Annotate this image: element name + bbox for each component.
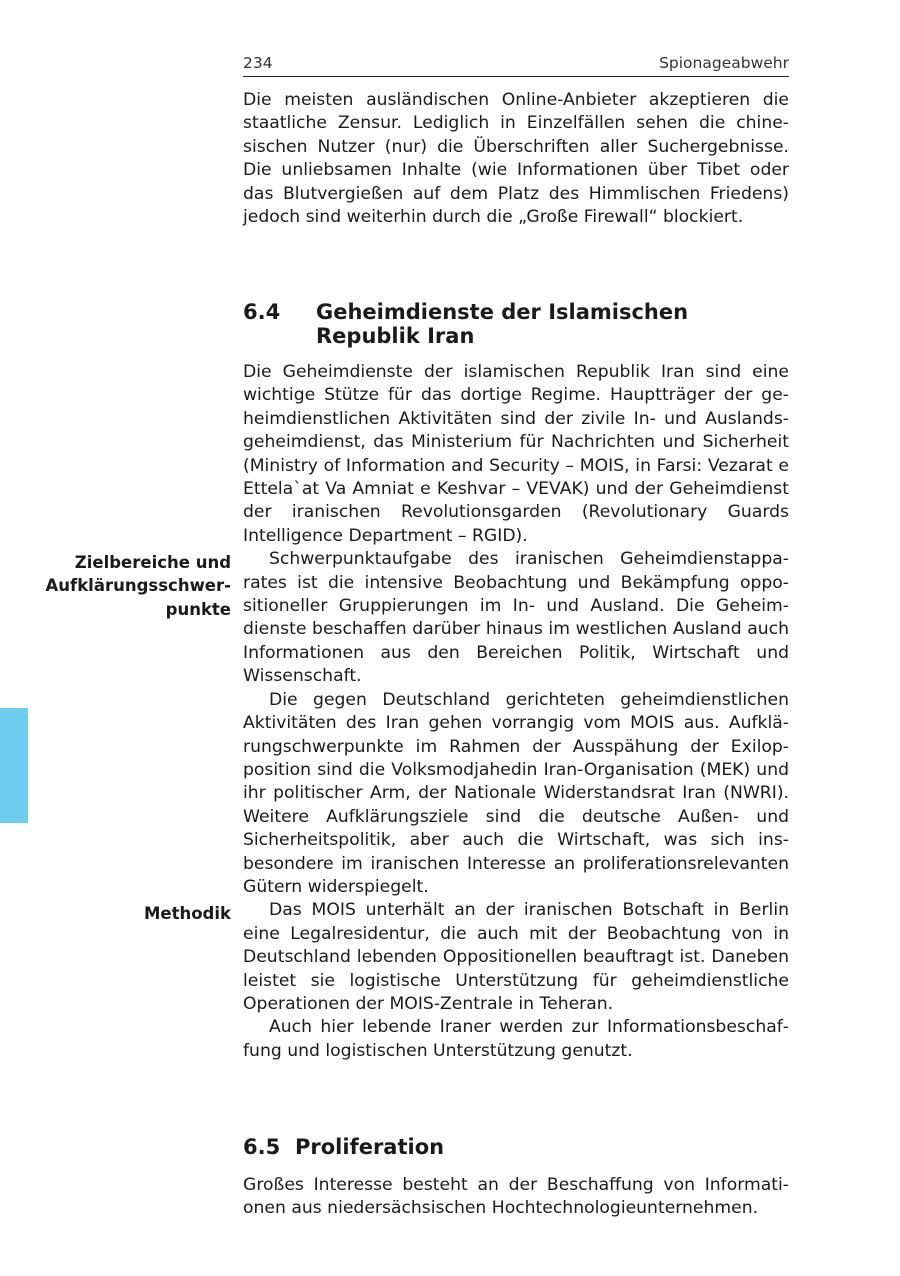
running-title: Spionageabwehr (659, 54, 789, 72)
margin-note-line: Zielbereiche und (74, 553, 231, 572)
section-title (316, 300, 688, 348)
paragraph: Auch hier lebende Iraner werden zur Informationsbeschaffung und logistischen Unterstützung genutzt. (243, 1017, 789, 1061)
page-header (243, 52, 789, 77)
intro-paragraph: Die meisten ausländischen Online-Anbieter akzeptieren die staatliche Zensur. Lediglich in Einzelfällen sehen die chinesischen Nutzer (nur) die Überschriften aller Suchergebnisse. Die unliebsamen Inhalte (wie Informationen über Tibet oder das Blutvergießen auf dem Platz des Himmlischen Friedens) jedoch sind weiterhin durch die „Große Firewall“ blockiert. (243, 90, 789, 228)
section-6-4-body (243, 361, 789, 1063)
paragraph: Großes Interesse besteht an der Beschaffung von Informationen aus niedersächsischen Hochtechnologieunternehmen. (243, 1175, 789, 1219)
section-title-line-1: Geheimdienste der Islamischen (316, 300, 689, 324)
margin-note-line: Methodik (143, 904, 231, 923)
intro-text (243, 89, 789, 229)
paragraph: Das MOIS unterhält an der iranischen Botschaft in Berlin eine Legalresidentur, die auch mit der Beobachtung von in Deutschland lebenden Oppositionellen beauftragt ist. Daneben leistet sie logistische Unterstützung für geheimdienstliche Operationen der MOIS-Zentrale in Teheran. (243, 900, 789, 1014)
margin-note-methodik (144, 902, 231, 925)
paragraph: Die Geheimdienste der islamischen Republik Iran sind eine wichtige Stütze für das dortige Regime. Hauptträger der geheimdienstlichen Aktivitäten sind der zivile In- und Auslandsgeheimdienst, das Ministerium für Nachrichten und Sicherheit (Ministry of Information and Security – MOIS, in Farsi: Vezarat e Ettela`at Va Amniat e Keshvar – VEVAK) und der Geheimdienst der iranischen Revolutionsgarden (Revolutionary Guards Intelligence Department – RGID). (243, 362, 789, 546)
page-number: 234 (243, 54, 273, 72)
margin-note-zielbereiche (46, 551, 232, 621)
chapter-tab-marker (0, 708, 28, 823)
margin-note-line: punkte (165, 599, 231, 619)
section-number: 6.4 (243, 300, 281, 324)
margin-note-line: Aufklärungsschwer- (45, 576, 231, 596)
paragraph: Die gegen Deutschland gerichteten geheimdienstlichen Aktivitäten des Iran gehen vorrangig vom MOIS aus. Aufklärungschwerpunkte im Rahmen der Ausspähung der Exilopposition sind die Volksmodjahedin Iran-Organisation (MEK) und ihr politischer Arm, der Nationale Widerstandsrat Iran (NWRI). Weitere Aufklärungsziele sind die deutsche Außen- und Sicherheitspolitik, aber auch die Wirtschaft, was sich insbesondere im iranischen Interesse an proliferationsrelevanten Gütern widerspiegelt. (243, 689, 789, 897)
section-title-line-2: Republik Iran (316, 324, 475, 348)
section-number: 6.5 (243, 1135, 281, 1159)
section-title: Proliferation (295, 1135, 445, 1159)
section-6-5-body (243, 1174, 789, 1221)
paragraph: Schwerpunktaufgabe des iranischen Geheimdienstapparates ist die intensive Beobachtung und Bekämpfung oppositioneller Gruppierungen im In- und Ausland. Die Geheimdienste beschaffen darüber hinaus im westlichen Ausland auch Informationen aus den Bereichen Politik, Wirtschaft und Wissenschaft. (243, 549, 789, 687)
